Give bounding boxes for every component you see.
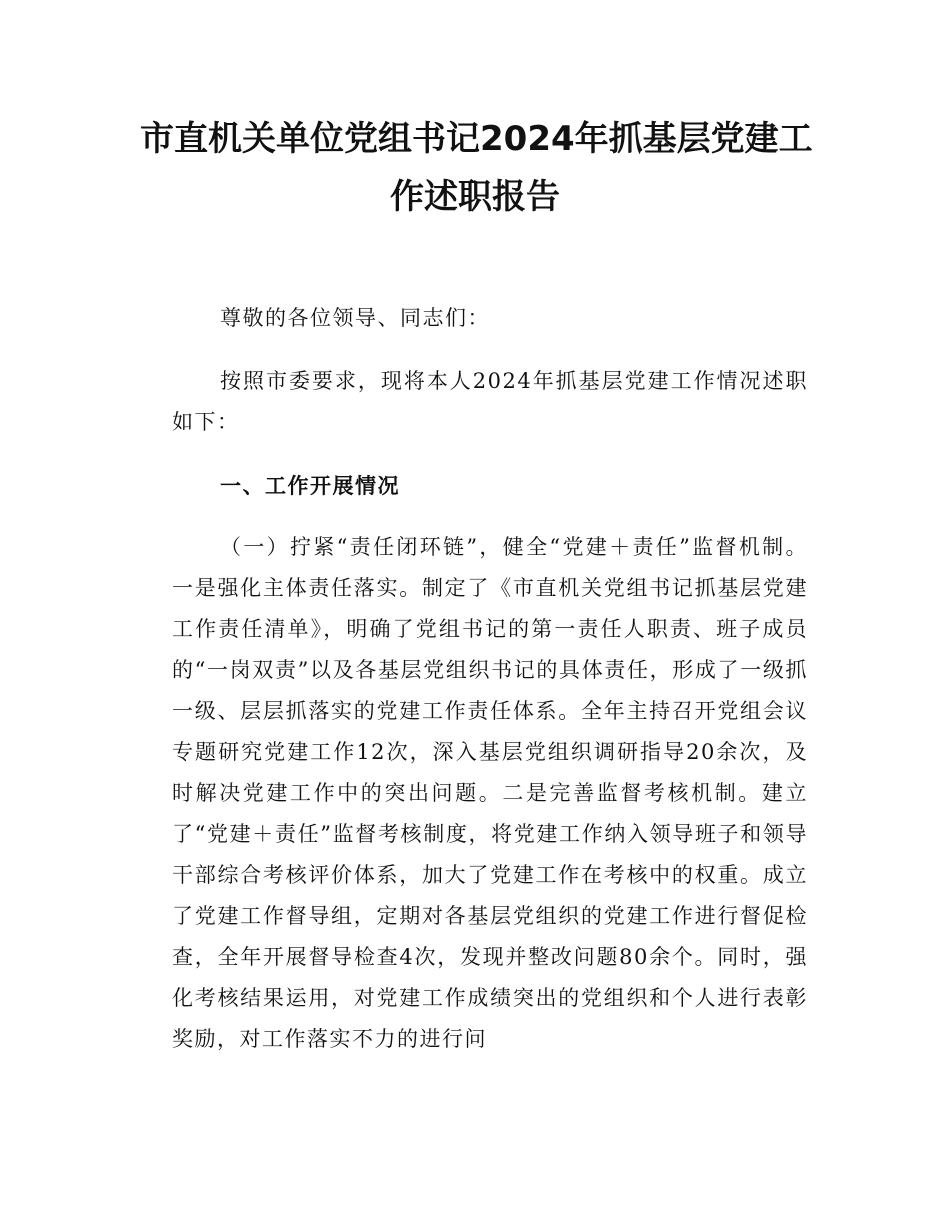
intro-paragraph: 按照市委要求，现将本人2024年抓基层党建工作情况述职如下：	[172, 369, 808, 434]
salutation: 尊敬的各位领导、同志们：	[220, 306, 490, 330]
document-title-line-1: 市直机关单位党组书记2024年抓基层党建工	[140, 119, 813, 159]
section-heading-1: 一、工作开展情况	[220, 474, 400, 498]
document-body	[172, 298, 808, 1060]
section-1-paragraph-1: （一）拧紧“责任闭环链”，健全“党建＋责任”监督机制。一是强化主体责任落实。制定了《市直机关党组书记抓基层党建工作责任清单》，明确了党组书记的第一责任人职责、班子成员的“一岗双责”以及各基层党组织书记的具体责任，形成了一级抓一级、层层抓落实的党建工作责任体系。全年主持召开党组会议专题研究党建工作12次，深入基层党组织调研指导20余次，及时解决党建工作中的突出问题。二是完善监督考核机制。建立了“党建＋责任”监督考核制度，将党建工作纳入领导班子和领导干部综合考核评价体系，加大了党建工作在考核中的权重。成立了党建工作督导组，定期对各基层党组织的党建工作进行督促检查，全年开展督导检查4次，发现并整改问题80余个。同时，强化考核结果运用，对党建工作成绩突出的党组织和个人进行表彰奖励，对工作落实不力的进行问	[172, 535, 808, 1051]
document-title-line-2: 作述职报告	[390, 177, 560, 217]
document-title	[140, 110, 813, 226]
